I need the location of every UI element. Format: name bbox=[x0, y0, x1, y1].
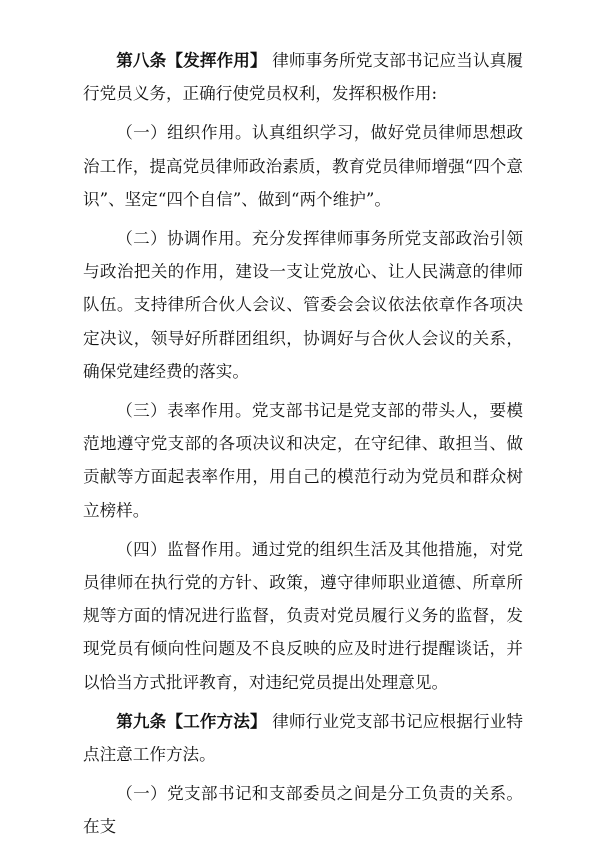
article-9-paragraph bbox=[83, 705, 523, 771]
document-body bbox=[83, 44, 523, 850]
article-9-heading: 第九条【工作方法】 bbox=[116, 710, 267, 731]
article-8-item-4: （四）监督作用。通过党的组织生活及其他措施，对党员律师在执行党的方针、政策，遵守律师职业道德、所章所规等方面的情况进行监督，负责对党员履行义务的监督，发现党员有倾向性问题及不良反映的应及时进行提醒谈话，并以恰当方式批评教育，对违纪党员提出处理意见。 bbox=[83, 539, 523, 692]
article-8-text: 律师事务所党支部书记应当认真履行党员义务，正确行使党员权利，发挥积极作用: bbox=[83, 51, 524, 104]
article-8-paragraph bbox=[83, 44, 523, 110]
article-8-item-3: （三）表率作用。党支部书记是党支部的带头人，要模范地遵守党支部的各项决议和决定，在守纪律、敢担当、做贡献等方面起表率作用，用自己的模范行动为党员和群众树立榜样。 bbox=[83, 401, 523, 520]
article-8-item-1: （一）组织作用。认真组织学习，做好党员律师思想政治工作，提高党员律师政治素质，教育党员律师增强“四个意识”、坚定“四个自信”、做到“两个维护”。 bbox=[83, 123, 523, 209]
article-9-text: 律师行业党支部书记应根据行业特点注意工作方法。 bbox=[83, 711, 524, 765]
article-9-item-1: （一）党支部书记和支部委员之间是分工负责的关系。在支 bbox=[83, 784, 523, 837]
article-8-heading: 第八条【发挥作用】 bbox=[116, 50, 267, 70]
article-8-item-2: （二）协调作用。充分发挥律师事务所党支部政治引领与政治把关的作用，建设一支让党放心、让人民满意的律师队伍。支持律所合伙人会议、管委会会议依法依章作各项决定决议，领导好所群团组织，协调好与合伙人会议的关系，确保党建经费的落实。 bbox=[83, 229, 523, 381]
